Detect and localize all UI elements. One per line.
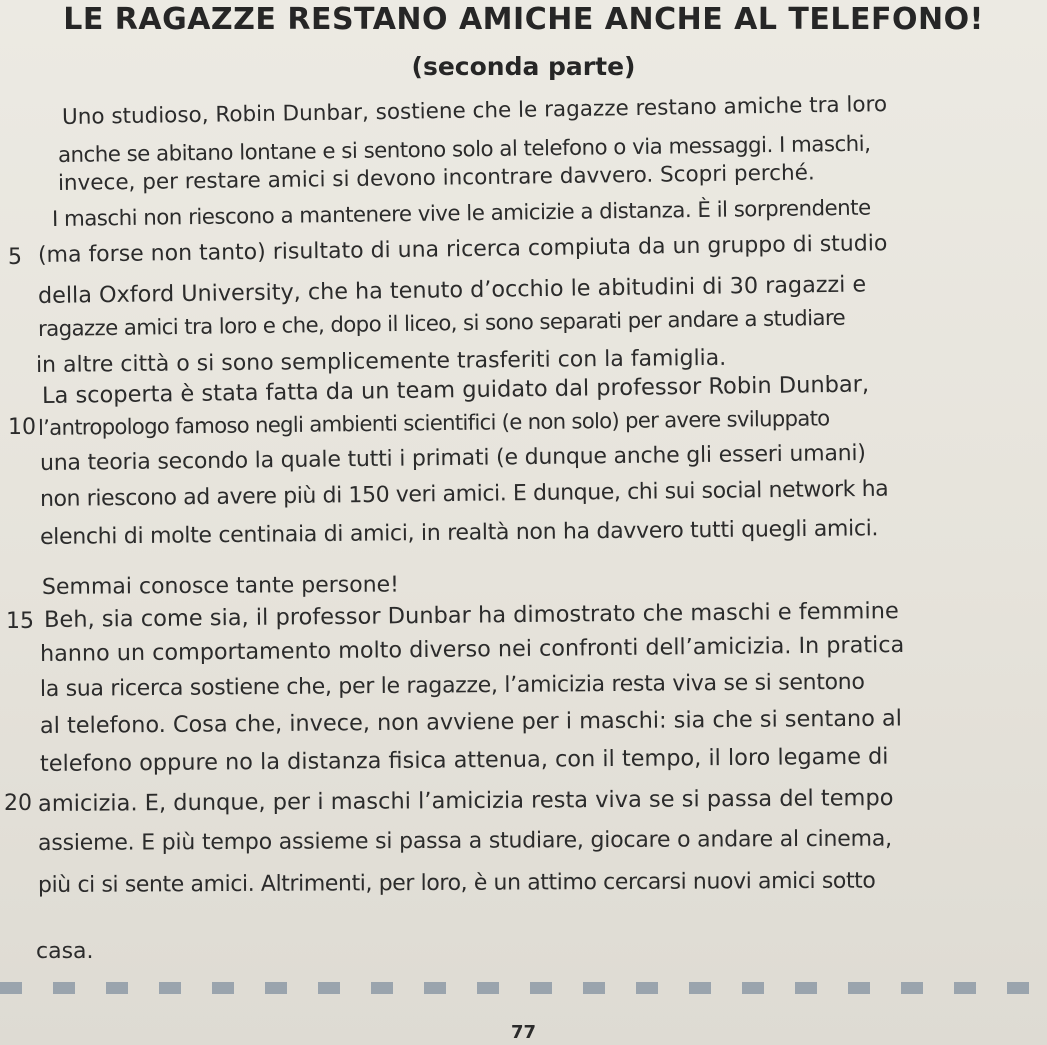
text-line: ragazze amici tra loro e che, dopo il liceo, si sono separati per andare a studiare [37, 305, 846, 342]
text-line: assieme. E più tempo assieme si passa a studiare, giocare o andare al cinema, [37, 826, 892, 856]
text-line: una teoria secondo la quale tutti i primati (e dunque anche gli esseri umani) [39, 440, 866, 476]
text-line: Uno studioso, Robin Dunbar, sostiene che le ragazze restano amiche tra loro [61, 92, 888, 130]
page-number: 77 [510, 1022, 537, 1043]
dashed-divider [0, 982, 1047, 994]
text-line: anche se abitano lontane e si sentono solo al telefono o via messaggi. I maschi, [57, 131, 871, 168]
text-line: non riescono ad avere più di 150 veri amici. E dunque, chi sui social network ha [39, 476, 889, 512]
text-line: (ma forse non tanto) risultato di una ricerca compiuta da un gruppo di studio [37, 231, 888, 268]
text-line: hanno un comportamento molto diverso nei confronti dell’amicizia. In pratica [39, 631, 905, 667]
page-subtitle: (seconda parte) [411, 52, 636, 81]
text-line: Semmai conosce tante persone! [41, 572, 400, 600]
text-line: l’antropologo famoso negli ambienti scientifici (e non solo) per avere sviluppato [37, 405, 830, 440]
line-number: 5 [8, 245, 22, 270]
text-line: amicizia. E, dunque, per i maschi l’amicizia resta viva se si passa del tempo [37, 785, 894, 817]
text-line: La scoperta è stata fatta da un team guidato dal professor Robin Dunbar, [41, 371, 870, 409]
line-number: 15 [6, 609, 34, 634]
text-line: al telefono. Cosa che, invece, non avviene per i maschi: sia che si sentano al [39, 705, 903, 739]
text-line: più ci si sente amici. Altrimenti, per loro, è un attimo cercarsi nuovi amici sotto [37, 868, 876, 898]
text-line: della Oxford University, che ha tenuto d’occhio le abitudini di 30 ragazzi e [37, 271, 867, 309]
text-line: I maschi non riescono a mantenere vive le amicizie a distanza. È il sorprendente [51, 195, 871, 232]
text-line: Beh, sia come sia, il professor Dunbar ha dimostrato che maschi e femmine [43, 598, 899, 633]
text-line: in altre città o si sono semplicemente trasferiti con la famiglia. [35, 345, 727, 378]
text-line: elenchi di molte centinaia di amici, in realtà non ha davvero tutti quegli amici. [39, 516, 879, 550]
line-number: 20 [4, 791, 32, 816]
line-number: 10 [8, 415, 36, 440]
text-line: la sua ricerca sostiene che, per le ragazze, l’amicizia resta viva se si sentono [39, 669, 865, 702]
text-line: invece, per restare amici si devono incontrare davvero. Scopri perché. [57, 160, 815, 196]
text-line: casa. [36, 939, 94, 964]
text-line: telefono oppure no la distanza fisica attenua, con il tempo, il loro legame di [39, 743, 889, 777]
page-title: LE RAGAZZE RESTANO AMICHE ANCHE AL TELEFONO! [63, 2, 984, 37]
